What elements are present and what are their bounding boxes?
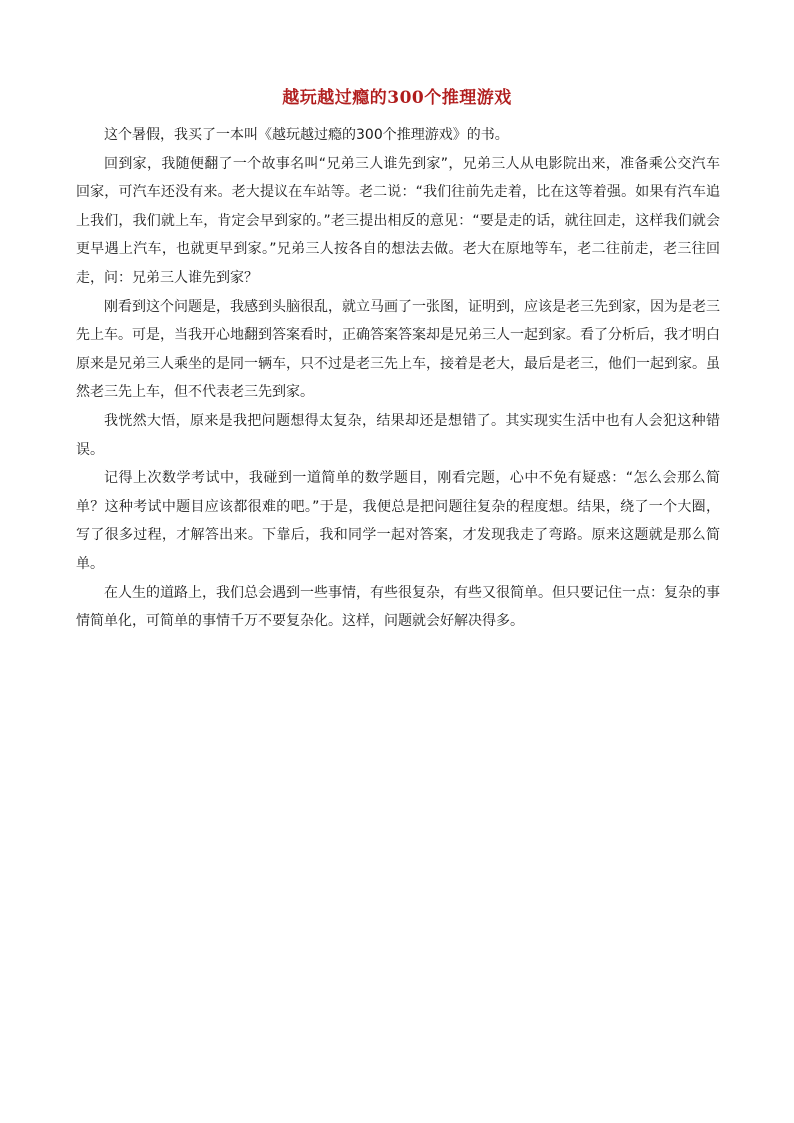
document-body [76,121,720,636]
paragraph-3: 刚看到这个问题是，我感到头脑很乱，就立马画了一张图，证明到，应该是老三先到家，因为是老三先上车。可是，当我开心地翻到答案看时，正确答案答案却是兄弟三人一起到家。看了分析后，我才明白原来是兄弟三人乘坐的是同一辆车，只不过是老三先上车，接着是老大，最后是老三，他们一起到家。虽然老三先上车，但不代表老三先到家。 [76,298,720,401]
document-title: 越玩越过瘾的300个推理游戏 [282,88,512,108]
paragraph-2: 回到家，我随便翻了一个故事名叫“兄弟三人谁先到家”，兄弟三人从电影院出来，准备乘公交汽车回家，可汽车还没有来。老大提议在车站等。老二说：“我们往前先走着，比在这等着强。如果有汽车追上我们，我们就上车，肯定会早到家的。”老三提出相反的意见：“要是走的话，就往回走，这样我们就会更早遇上汽车，也就更早到家。”兄弟三人按各自的想法去做。老大在原地等车，老二往前走，老三往回走，问：兄弟三人谁先到家？ [76,155,720,286]
paragraph-5: 记得上次数学考试中，我碰到一道简单的数学题目，刚看完题，心中不免有疑惑：“怎么会那么简单？这种考试中题目应该都很难的吧。”于是，我便总是把问题往复杂的程度想。结果，绕了一个大圈，写了很多过程，才解答出来。下靠后，我和同学一起对答案，才发现我走了弯路。原来这题就是那么简单。 [76,470,720,572]
paragraph-1: 这个暑假，我买了一本叫《越玩越过瘾的300个推理游戏》的书。 [104,127,509,143]
paragraph-6: 在人生的道路上，我们总会遇到一些事情，有些很复杂，有些又很简单。但只要记住一点：复杂的事情简单化，可简单的事情千万不要复杂化。这样，问题就会好解决得多。 [76,584,720,630]
paragraph-4: 我恍然大悟，原来是我把问题想得太复杂，结果却还是想错了。其实现实生活中也有人会犯这种错误。 [76,412,720,458]
